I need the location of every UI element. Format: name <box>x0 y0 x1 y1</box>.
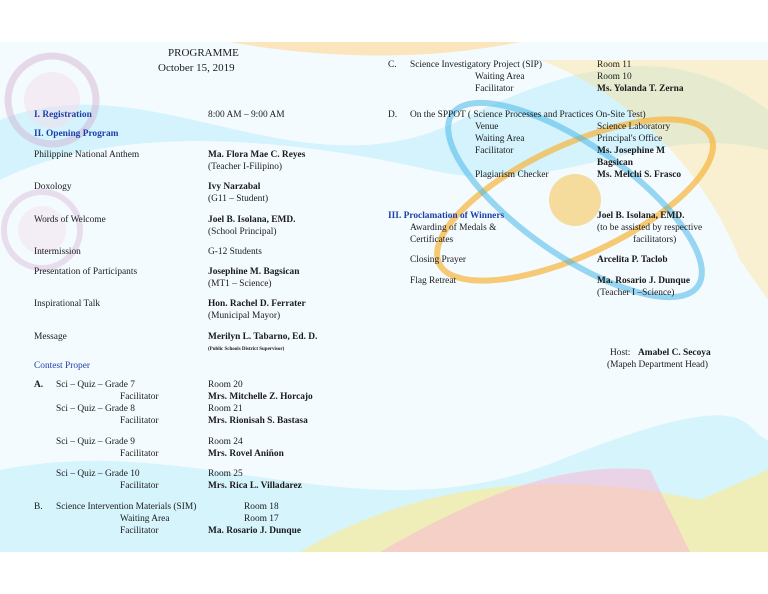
plagiarism-checker-name: Ms. Melchi S. Frasco <box>597 170 682 180</box>
program-item-label: Message <box>34 332 67 342</box>
program-item-name: Josephine M. Bagsican <box>208 267 300 277</box>
program-item-label: Presentation of Participants <box>34 267 138 277</box>
facilitator-name: Mrs. Rionisah S. Bastasa <box>208 416 308 426</box>
facilitator-label: Facilitator <box>475 84 514 94</box>
program-item-role: (G11 – Student) <box>208 194 269 204</box>
facilitator-name: Ms. Yolanda T. Zerna <box>597 84 684 94</box>
flag-retreat-name: Ma. Rosario J. Dunque <box>597 276 690 286</box>
waiting-area-room: Room 10 <box>597 72 632 82</box>
program-item-label: Inspirational Talk <box>34 299 101 309</box>
program-item-name: Ivy Narzabal <box>208 182 261 192</box>
facilitator-label: Facilitator <box>120 449 159 459</box>
section-b-room: Room 18 <box>244 502 279 512</box>
facilitator-label: Facilitator <box>120 526 159 536</box>
awarding-note: (to be assisted by respective <box>597 223 703 233</box>
facilitator-label: Facilitator <box>120 416 159 426</box>
section-a-letter: A. <box>34 380 44 390</box>
contest-room: Room 21 <box>208 404 243 414</box>
section-b-letter: B. <box>34 502 43 512</box>
contest-proper-heading: Contest Proper <box>34 361 90 371</box>
section-d-title: On the SPPOT ( Science Processes and Practices On-Site Test) <box>410 110 646 120</box>
host-role: (Mapeh Department Head) <box>607 360 708 370</box>
venue-value: Science Laboratory <box>597 122 671 132</box>
contest-room: Room 20 <box>208 380 243 390</box>
facilitator-name: Mrs. Mitchelle Z. Horcajo <box>208 392 313 402</box>
facilitator-name-cont: Bagsican <box>597 158 633 168</box>
awarding-label: Awarding of Medals & <box>410 223 497 233</box>
awarding-note-cont: facilitators) <box>633 235 677 245</box>
facilitator-label: Facilitator <box>120 392 159 402</box>
facilitator-name: Ms. Josephine M <box>597 146 665 156</box>
contest-event: Sci – Quiz – Grade 10 <box>56 469 140 479</box>
venue-label: Venue <box>475 122 499 132</box>
host-label: Host: <box>610 348 631 358</box>
waiting-area-value: Principal's Office <box>597 134 663 144</box>
contest-event: Sci – Quiz – Grade 7 <box>56 380 135 390</box>
program-item-name: Merilyn L. Tabarno, Ed. D. <box>208 332 318 342</box>
awarding-name: Joel B. Isolana, EMD. <box>597 211 685 221</box>
program-item-role: (Municipal Mayor) <box>208 311 281 321</box>
waiting-area-label: Waiting Area <box>120 514 170 524</box>
section-c-room: Room 11 <box>597 60 632 70</box>
program-item-label: Intermission <box>34 247 81 257</box>
program-item-role: (MT1 – Science) <box>208 279 272 289</box>
section-b-title: Science Intervention Materials (SIM) <box>56 502 197 512</box>
section-c-title: Science Investigatory Project (SIP) <box>410 60 542 70</box>
registration-heading: I. Registration <box>34 110 92 120</box>
contest-room: Room 25 <box>208 469 243 479</box>
program-item-role: (Public Schools District Supervisor) <box>208 347 285 352</box>
program-item-name: Joel B. Isolana, EMD. <box>208 215 296 225</box>
programme-title: PROGRAMME <box>168 47 239 59</box>
contest-room: Room 24 <box>208 437 243 447</box>
facilitator-name: Mrs. Rovel Aniñon <box>208 449 284 459</box>
program-item-label: Words of Welcome <box>34 215 106 225</box>
waiting-area-room: Room 17 <box>244 514 279 524</box>
plagiarism-checker-label: Plagiarism Checker <box>475 170 549 180</box>
program-item-name: Hon. Rachel D. Ferrater <box>208 299 306 309</box>
facilitator-label: Facilitator <box>120 481 159 491</box>
program-item-role: (School Principal) <box>208 227 277 237</box>
closing-prayer-label: Closing Prayer <box>410 255 466 265</box>
awarding-label-cont: Certificates <box>410 235 454 245</box>
program-item-name: Ma. Flora Mae C. Reyes <box>208 150 306 160</box>
host-name: Amabel C. Secoya <box>638 348 711 358</box>
program-item-label: Doxology <box>34 182 72 192</box>
facilitator-name: Mrs. Rica L. Villadarez <box>208 481 302 491</box>
registration-time: 8:00 AM – 9:00 AM <box>208 110 285 120</box>
proclamation-heading: III. Proclamation of Winners <box>388 211 505 221</box>
section-d-letter: D. <box>388 110 398 120</box>
waiting-area-label: Waiting Area <box>475 72 525 82</box>
flag-retreat-label: Flag Retreat <box>410 276 457 286</box>
program-item-role: (Teacher I-Filipino) <box>208 162 283 172</box>
facilitator-label: Facilitator <box>475 146 514 156</box>
closing-prayer-name: Arcelita P. Taclob <box>597 255 668 265</box>
waiting-area-label: Waiting Area <box>475 134 525 144</box>
section-c-letter: C. <box>388 60 397 70</box>
opening-program-heading: II. Opening Program <box>34 129 119 139</box>
flag-retreat-role: (Teacher I –Science) <box>597 288 675 298</box>
contest-event: Sci – Quiz – Grade 8 <box>56 404 135 414</box>
facilitator-name: Ma. Rosario J. Dunque <box>208 526 301 536</box>
programme-date: October 15, 2019 <box>158 62 235 74</box>
contest-event: Sci – Quiz – Grade 9 <box>56 437 135 447</box>
program-item-label: Philippine National Anthem <box>34 150 140 160</box>
program-item-name: G-12 Students <box>208 247 262 257</box>
